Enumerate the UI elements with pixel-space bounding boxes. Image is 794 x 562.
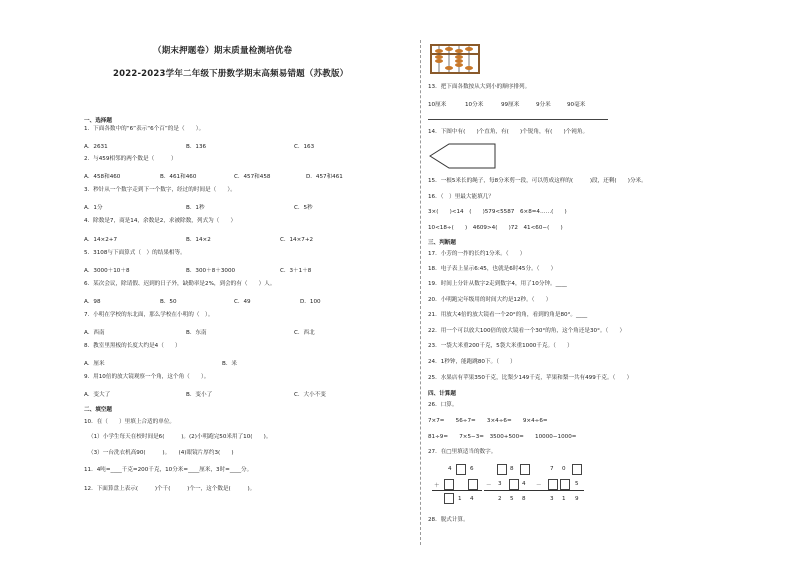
q1-option-a: A．2631 <box>84 144 108 150</box>
v2-digit: 2 <box>498 496 502 502</box>
question-10-part-1: （1）小学生每天在校时间是6( )。(2)小明跑完50米用了10( )。 <box>88 434 272 440</box>
question-19: 19．时间上分针从数字2走到数字4，用了10分钟。____ <box>428 281 567 287</box>
q13-item-2: 10分米 <box>465 102 484 108</box>
v3-digit: 5 <box>575 481 579 487</box>
q2-option-c: C．457和458 <box>234 174 271 180</box>
q8-option-b: B．米 <box>222 361 238 367</box>
section-calc: 四、计算题 <box>428 391 456 397</box>
q3-option-c: C．5秒 <box>294 205 313 211</box>
question-7: 7．小明在学校的东北面，那么学校在小明的（ ）。 <box>84 312 214 318</box>
v1-digit: 6 <box>470 466 474 472</box>
q4-option-c: C．14×7+2 <box>280 237 314 243</box>
question-14: 14．下图中有( )个直角，有( )个锐角，有( )个钝角。 <box>428 129 589 135</box>
v2-blank-box[interactable] <box>520 464 530 475</box>
v1-blank-box[interactable] <box>444 479 454 490</box>
question-13: 13．把下面各数按从大到小的顺序排列。 <box>428 84 531 90</box>
v3-blank-box[interactable] <box>548 479 558 490</box>
q2-option-d: D．457和461 <box>306 174 343 180</box>
v1-blank-box[interactable] <box>456 464 466 475</box>
question-28: 28．脱式计算。 <box>428 517 469 523</box>
q8-option-a: A．厘米 <box>84 361 105 367</box>
question-20: 20．小明跑完年级用的时间大约是12秒。（ ） <box>428 297 552 303</box>
calc-row-1: 7×7= 56÷7= 3×4÷6= 9×4÷6= <box>428 418 548 424</box>
abacus-icon <box>430 44 480 74</box>
question-10: 10．在（ ）里填上合适的单位。 <box>84 419 176 425</box>
paper-title: （期末押题卷）期末质量检测培优卷 <box>153 46 293 56</box>
section-judge: 三、判断题 <box>428 240 456 246</box>
section-choice: 一、选择题 <box>84 118 112 124</box>
question-5: 5．3108与下面算式（ ）的结果相等。 <box>84 250 186 256</box>
question-10-part-2: （3）一台洗衣机高90( )。 (4)眼镜片厚约3( ) <box>88 450 234 456</box>
v2-blank-box[interactable] <box>509 479 519 490</box>
q5-option-b: B．300＋8＋3000 <box>186 268 236 274</box>
v2-digit: 8 <box>522 496 526 502</box>
question-17: 17．小芳的一拃的长约1分米。（ ） <box>428 251 526 257</box>
column-divider <box>420 40 421 545</box>
v2-digit: 8 <box>510 466 514 472</box>
q6-option-d: D．100 <box>300 299 321 305</box>
q6-option-a: A．98 <box>84 299 101 305</box>
q13-item-5: 90毫米 <box>567 102 586 108</box>
minus-sign: － <box>536 483 542 489</box>
q13-item-3: 99厘米 <box>501 102 520 108</box>
q9-option-b: B．变小了 <box>186 392 213 398</box>
v3-digit: 3 <box>550 496 554 502</box>
q6-option-b: B．50 <box>160 299 177 305</box>
v3-blank-box[interactable] <box>572 464 582 475</box>
q5-option-a: A．3000＋10＋8 <box>84 268 130 274</box>
question-16: 16．（ ）里最大能填几？ <box>428 194 494 200</box>
question-15: 15．一根5米长的绳子，每8分米剪一段，可以剪成这样的( )段，还剩( )分米。 <box>428 178 647 184</box>
v3-digit: 7 <box>550 466 554 472</box>
question-11: 11．4吨=____千克=200千克，10分米=____厘米，3时=____分。 <box>84 467 253 473</box>
q2-option-b: B．461和460 <box>160 174 197 180</box>
question-3: 3．秒针从一个数字走到下一个数字，经过的时间是（ ）。 <box>84 187 236 193</box>
v1-blank-box[interactable] <box>444 493 454 504</box>
q4-option-a: A．14×2+7 <box>84 237 118 243</box>
q7-option-b: B．东南 <box>186 330 207 336</box>
q6-option-c: C．49 <box>234 299 251 305</box>
v2-digit: 3 <box>498 481 502 487</box>
q1-option-c: C．163 <box>294 144 315 150</box>
minus-sign: － <box>486 483 492 489</box>
v2-digit: 4 <box>522 481 526 487</box>
calc-row-2: 81÷9= 7×5−3= 3500+500= 10000−1000= <box>428 434 577 440</box>
question-16-row-b: 10<18÷( ) 4609>4( )72 41<60−( ) <box>428 225 563 231</box>
q5-option-c: C．3＋1＋8 <box>280 268 312 274</box>
v1-blank-box[interactable] <box>468 479 478 490</box>
q1-option-b: B．136 <box>186 144 207 150</box>
v1-digit: 4 <box>448 466 452 472</box>
plus-sign: ＋ <box>434 483 440 489</box>
q2-option-a: A．458和460 <box>84 174 121 180</box>
section-fill: 二、填空题 <box>84 407 112 413</box>
question-27: 27．在□里填适当的数字。 <box>428 449 497 455</box>
question-6: 6．某次会议，除请假、迟到的日子外，缺勤率是2%，到会的有（ ）人。 <box>84 281 276 287</box>
question-1: 1．下面各数中的“6”表示“6个百”的是（ ）。 <box>84 126 205 132</box>
q13-item-1: 10厘米 <box>428 102 447 108</box>
question-4: 4．除数是7，商是14，余数是2，求被除数，列式为（ ） <box>84 218 237 224</box>
question-18: 18．电子表上显示6:45，也就是6时45分。（ ） <box>428 266 557 272</box>
pentagon-figure <box>429 143 497 169</box>
v2-result-line <box>484 490 534 491</box>
v2-digit: 5 <box>510 496 514 502</box>
v3-digit: 0 <box>562 466 566 472</box>
question-9: 9．用10倍的放大镜观察一个角，这个角（ ）。 <box>84 374 210 380</box>
question-24: 24．1秒钟，能跑跳80下。（ ） <box>428 359 516 365</box>
question-22: 22．用一个可以放大100倍的放大镜看一个30°的角，这个角还是30°。（ ） <box>428 328 626 334</box>
paper-subtitle: 2022-2023学年二年级下册数学期末高频易错题（苏教版） <box>113 69 349 79</box>
question-21: 21．用放大4倍的放大镜看一个20°的角，看到的角是80°。____ <box>428 312 588 318</box>
q7-option-a: A．西南 <box>84 330 105 336</box>
question-25: 25．水果店有苹果350千克，比梨少149千克，苹果和梨一共有499千克。（ ） <box>428 375 633 381</box>
question-8: 8．教室里黑板的长度大约是4（ ） <box>84 343 181 349</box>
v3-result-line <box>534 490 584 491</box>
q9-option-c: C．大小不变 <box>294 392 326 398</box>
question-16-row-a: 3×( )<14 ( )579<5587 6×8=4……( ) <box>428 209 567 215</box>
q13-item-4: 9分米 <box>536 102 551 108</box>
question-2: 2．与459相邻的两个数是（ ） <box>84 156 177 162</box>
q4-option-b: B．14×2 <box>186 237 211 243</box>
v3-digit: 1 <box>562 496 566 502</box>
question-12: 12．下面算盘上表示( )个千( )个一，这个数是( )。 <box>84 486 256 492</box>
answer-line[interactable] <box>428 119 608 120</box>
q9-option-a: A．变大了 <box>84 392 111 398</box>
v1-digit: 4 <box>470 496 474 502</box>
v3-blank-box[interactable] <box>560 479 570 490</box>
v2-blank-box[interactable] <box>497 464 507 475</box>
v1-digit: 1 <box>458 496 462 502</box>
q3-option-a: A．1分 <box>84 205 103 211</box>
q7-option-c: C．西北 <box>294 330 315 336</box>
question-26: 26．口算。 <box>428 402 458 408</box>
q3-option-b: B．1秒 <box>186 205 205 211</box>
question-23: 23．一袋大米重200千克，5袋大米重1000千克。（ ） <box>428 343 573 349</box>
v1-sum-line <box>432 490 482 491</box>
v3-digit: 9 <box>575 496 579 502</box>
